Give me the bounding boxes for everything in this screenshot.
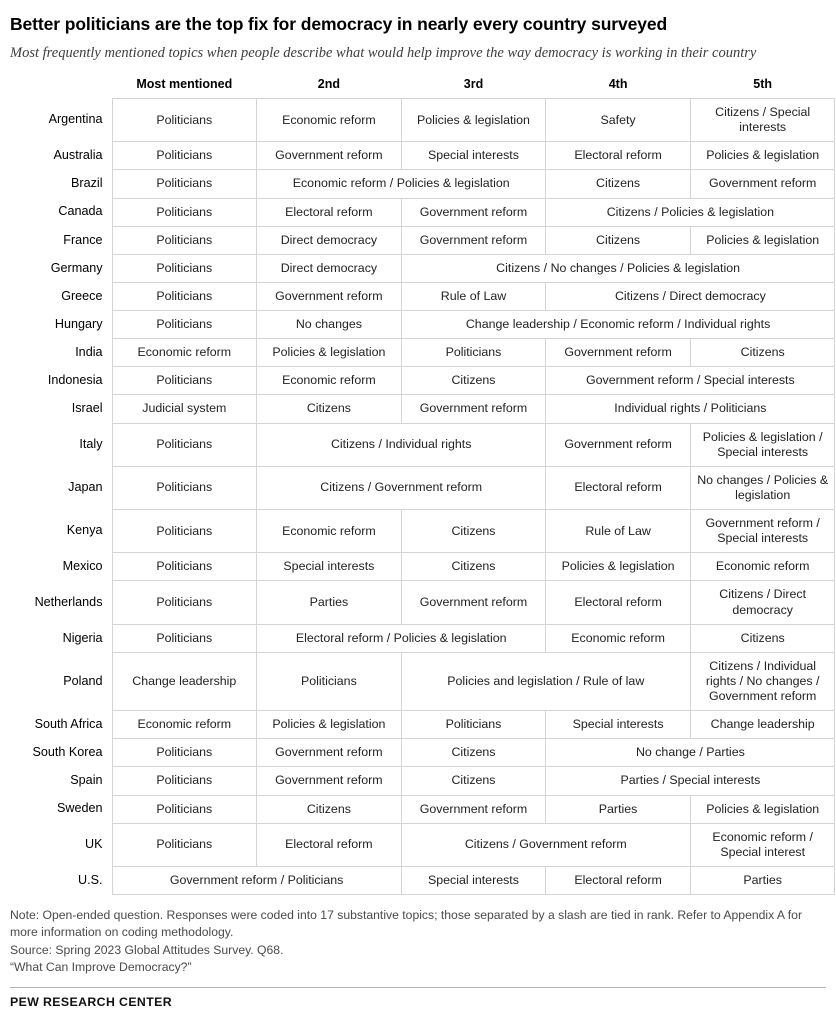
table-row bbox=[10, 866, 835, 894]
table-row bbox=[10, 311, 835, 339]
table-cell: Citizens / Government reform bbox=[257, 466, 546, 509]
table-cell: Citizens bbox=[401, 510, 546, 553]
row-label-country: Australia bbox=[53, 148, 103, 163]
table-cell: Rule of Law bbox=[401, 282, 546, 310]
row-label-country: South Africa bbox=[34, 717, 103, 731]
table-row bbox=[10, 823, 835, 866]
table-cell: Policies & legislation bbox=[257, 339, 402, 367]
table-cell: Rule of Law bbox=[546, 510, 691, 553]
table-cell: Electoral reform bbox=[257, 198, 402, 226]
table-cell: Politicians bbox=[112, 823, 257, 866]
column-header-2nd: 2nd bbox=[317, 77, 340, 91]
table-row bbox=[10, 795, 835, 823]
table-row bbox=[10, 767, 835, 795]
table-cell: Government reform bbox=[546, 423, 691, 466]
table-cell: Politicians bbox=[112, 311, 257, 339]
row-label-country: UK bbox=[85, 837, 103, 852]
table-cell: Citizens bbox=[546, 226, 691, 254]
row-label-country: U.S. bbox=[78, 872, 103, 887]
table-cell: Direct democracy bbox=[257, 254, 402, 282]
table-cell: Citizens / Direct democracy bbox=[546, 282, 835, 310]
table-body bbox=[10, 99, 835, 895]
table-cell: Economic reform / Special interest bbox=[690, 823, 835, 866]
row-label-country: Hungary bbox=[54, 316, 103, 331]
table-cell: Politicians bbox=[112, 226, 257, 254]
question-text: “What Can Improve Democracy?” bbox=[10, 959, 192, 974]
table-cell: Government reform / Politicians bbox=[112, 866, 401, 894]
table-cell: Electoral reform bbox=[257, 823, 402, 866]
table-cell: Policies & legislation bbox=[401, 99, 546, 142]
table-cell: Citizens / Individual rights bbox=[257, 423, 546, 466]
table-cell: Politicians bbox=[112, 767, 257, 795]
row-label-country: Mexico bbox=[62, 559, 103, 574]
table-cell: Politicians bbox=[112, 581, 257, 624]
table-cell: No change / Parties bbox=[546, 739, 835, 767]
table-cell: Government reform / Special interests bbox=[690, 510, 835, 553]
table-row bbox=[10, 510, 835, 553]
table-cell: Citizens bbox=[401, 553, 546, 581]
table-cell: Electoral reform bbox=[546, 581, 691, 624]
table-cell: Electoral reform bbox=[546, 466, 691, 509]
table-cell: Citizens / Special interests bbox=[690, 99, 835, 142]
table-cell: No changes bbox=[257, 311, 402, 339]
row-label-country: Canada bbox=[58, 204, 103, 219]
row-label-country: Kenya bbox=[66, 523, 103, 538]
table-cell: Change leadership bbox=[112, 652, 257, 710]
table-cell: Politicians bbox=[112, 466, 257, 509]
table-cell: Government reform bbox=[257, 739, 402, 767]
table-row bbox=[10, 553, 835, 581]
row-label-country: Brazil bbox=[71, 176, 103, 191]
table-cell: Economic reform bbox=[112, 339, 257, 367]
table-row bbox=[10, 423, 835, 466]
row-label-country: Japan bbox=[68, 480, 103, 495]
source-text: Source: Spring 2023 Global Attitudes Survey. Q68. bbox=[10, 942, 284, 957]
page-subtitle: Most frequently mentioned topics when people describe what would help improve the way democracy is working in their country bbox=[10, 44, 757, 61]
column-header-4th: 4th bbox=[608, 77, 628, 91]
row-label-country: Netherlands bbox=[34, 594, 103, 609]
table-row bbox=[10, 339, 835, 367]
table-row bbox=[10, 711, 835, 739]
table-cell: Citizens bbox=[257, 395, 402, 423]
table-cell: Politicians bbox=[112, 795, 257, 823]
table-cell: Change leadership bbox=[690, 711, 835, 739]
table-cell: Special interests bbox=[401, 866, 546, 894]
footer-divider bbox=[10, 987, 826, 988]
column-header-3rd: 3rd bbox=[463, 77, 484, 91]
table-cell: Policies and legislation / Rule of law bbox=[401, 652, 690, 710]
table-cell: No changes / Policies & legislation bbox=[690, 466, 835, 509]
table-cell: Politicians bbox=[112, 282, 257, 310]
table-cell: Change leadership / Economic reform / Individual rights bbox=[401, 311, 835, 339]
table-cell: Government reform bbox=[257, 142, 402, 170]
table-cell: Government reform / Special interests bbox=[546, 367, 835, 395]
table-cell: Politicians bbox=[112, 99, 257, 142]
column-header-most-mentioned: Most mentioned bbox=[136, 77, 233, 91]
table-cell: Policies & legislation / Special interests bbox=[690, 423, 835, 466]
table-cell: Citizens bbox=[401, 367, 546, 395]
table-cell: Economic reform bbox=[257, 367, 402, 395]
column-header-country bbox=[10, 77, 112, 99]
table-cell: Economic reform bbox=[690, 553, 835, 581]
table-cell: Politicians bbox=[112, 739, 257, 767]
table-header bbox=[10, 77, 835, 99]
table-cell: Politicians bbox=[112, 170, 257, 198]
table-cell: Citizens / Individual rights / No changes / Government reform bbox=[690, 652, 835, 710]
democracy-topics-table bbox=[10, 77, 835, 895]
row-label-country: Argentina bbox=[48, 112, 103, 127]
column-header-5th: 5th bbox=[753, 77, 773, 91]
table-cell: Citizens / Direct democracy bbox=[690, 581, 835, 624]
table-cell: Policies & legislation bbox=[257, 711, 402, 739]
table-cell: Politicians bbox=[401, 711, 546, 739]
table-cell: Government reform bbox=[257, 282, 402, 310]
table-cell: Economic reform / Policies & legislation bbox=[257, 170, 546, 198]
table-row bbox=[10, 198, 835, 226]
table-row bbox=[10, 254, 835, 282]
row-label-country: Indonesia bbox=[47, 373, 103, 388]
table-cell: Citizens / No changes / Policies & legislation bbox=[401, 254, 835, 282]
page-title: Better politicians are the top fix for democracy in nearly every country surveyed bbox=[10, 14, 668, 34]
table-cell: Parties bbox=[257, 581, 402, 624]
table-cell: Economic reform bbox=[257, 510, 402, 553]
table-cell: Politicians bbox=[112, 198, 257, 226]
table-cell: Economic reform bbox=[546, 624, 691, 652]
table-cell: Politicians bbox=[112, 142, 257, 170]
table-row bbox=[10, 739, 835, 767]
table-row bbox=[10, 142, 835, 170]
table-cell: Politicians bbox=[112, 510, 257, 553]
table-cell: Special interests bbox=[546, 711, 691, 739]
table-row bbox=[10, 170, 835, 198]
brand-label: PEW RESEARCH CENTER bbox=[10, 995, 173, 1010]
table-cell: Politicians bbox=[401, 339, 546, 367]
table-row bbox=[10, 99, 835, 142]
table-row bbox=[10, 652, 835, 710]
table-cell: Government reform bbox=[690, 170, 835, 198]
table-cell: Citizens bbox=[690, 624, 835, 652]
table-cell: Government reform bbox=[401, 226, 546, 254]
row-label-country: Spain bbox=[70, 773, 103, 788]
table-cell: Policies & legislation bbox=[690, 142, 835, 170]
table-cell: Government reform bbox=[401, 198, 546, 226]
table-cell: Policies & legislation bbox=[690, 226, 835, 254]
row-label-country: Italy bbox=[79, 436, 103, 451]
table-row bbox=[10, 367, 835, 395]
table-cell: Economic reform bbox=[112, 711, 257, 739]
table-cell: Citizens bbox=[257, 795, 402, 823]
table-row bbox=[10, 624, 835, 652]
row-label-country: Sweden bbox=[56, 801, 103, 816]
table-cell: Individual rights / Politicians bbox=[546, 395, 835, 423]
row-label-country: Israel bbox=[71, 401, 103, 416]
table-cell: Politicians bbox=[257, 652, 402, 710]
table-cell: Citizens / Policies & legislation bbox=[546, 198, 835, 226]
table-cell: Judicial system bbox=[112, 395, 257, 423]
row-label-country: South Korea bbox=[32, 745, 103, 760]
table-cell: Special interests bbox=[401, 142, 546, 170]
table-cell: Citizens bbox=[690, 339, 835, 367]
table-cell: Citizens bbox=[401, 739, 546, 767]
table-cell: Citizens bbox=[401, 767, 546, 795]
table-row bbox=[10, 226, 835, 254]
table-cell: Parties bbox=[546, 795, 691, 823]
row-label-country: Nigeria bbox=[62, 630, 103, 645]
row-label-country: Greece bbox=[61, 288, 103, 303]
table-cell: Politicians bbox=[112, 624, 257, 652]
table-cell: Politicians bbox=[112, 367, 257, 395]
table-cell: Government reform bbox=[257, 767, 402, 795]
table-cell: Direct democracy bbox=[257, 226, 402, 254]
table-cell: Citizens bbox=[546, 170, 691, 198]
table-cell: Policies & legislation bbox=[546, 553, 691, 581]
footnotes bbox=[10, 907, 826, 976]
table-cell: Politicians bbox=[112, 423, 257, 466]
table-cell: Parties / Special interests bbox=[546, 767, 835, 795]
table-cell: Government reform bbox=[401, 581, 546, 624]
table-cell: Special interests bbox=[257, 553, 402, 581]
table-cell: Citizens / Government reform bbox=[401, 823, 690, 866]
table-cell: Politicians bbox=[112, 254, 257, 282]
table-cell: Government reform bbox=[546, 339, 691, 367]
table-cell: Electoral reform bbox=[546, 142, 691, 170]
table-cell: Economic reform bbox=[257, 99, 402, 142]
table-cell: Government reform bbox=[401, 395, 546, 423]
table-row bbox=[10, 466, 835, 509]
table-header-row bbox=[10, 77, 835, 99]
table-row bbox=[10, 395, 835, 423]
table-cell: Politicians bbox=[112, 553, 257, 581]
table-row bbox=[10, 282, 835, 310]
table-cell: Electoral reform / Policies & legislation bbox=[257, 624, 546, 652]
table-cell: Electoral reform bbox=[546, 866, 691, 894]
table-cell: Government reform bbox=[401, 795, 546, 823]
row-label-country: France bbox=[63, 232, 103, 247]
row-label-country: Germany bbox=[50, 260, 103, 275]
row-label-country: Poland bbox=[63, 673, 103, 688]
table-cell: Parties bbox=[690, 866, 835, 894]
table-row bbox=[10, 581, 835, 624]
note-text: Note: Open-ended question. Responses were coded into 17 substantive topics; those separated by a slash are tied in rank. Refer to Appendix A for more information on coding methodology. bbox=[10, 908, 803, 940]
table-cell: Safety bbox=[546, 99, 691, 142]
row-label-country: India bbox=[75, 345, 103, 359]
table-cell: Policies & legislation bbox=[690, 795, 835, 823]
